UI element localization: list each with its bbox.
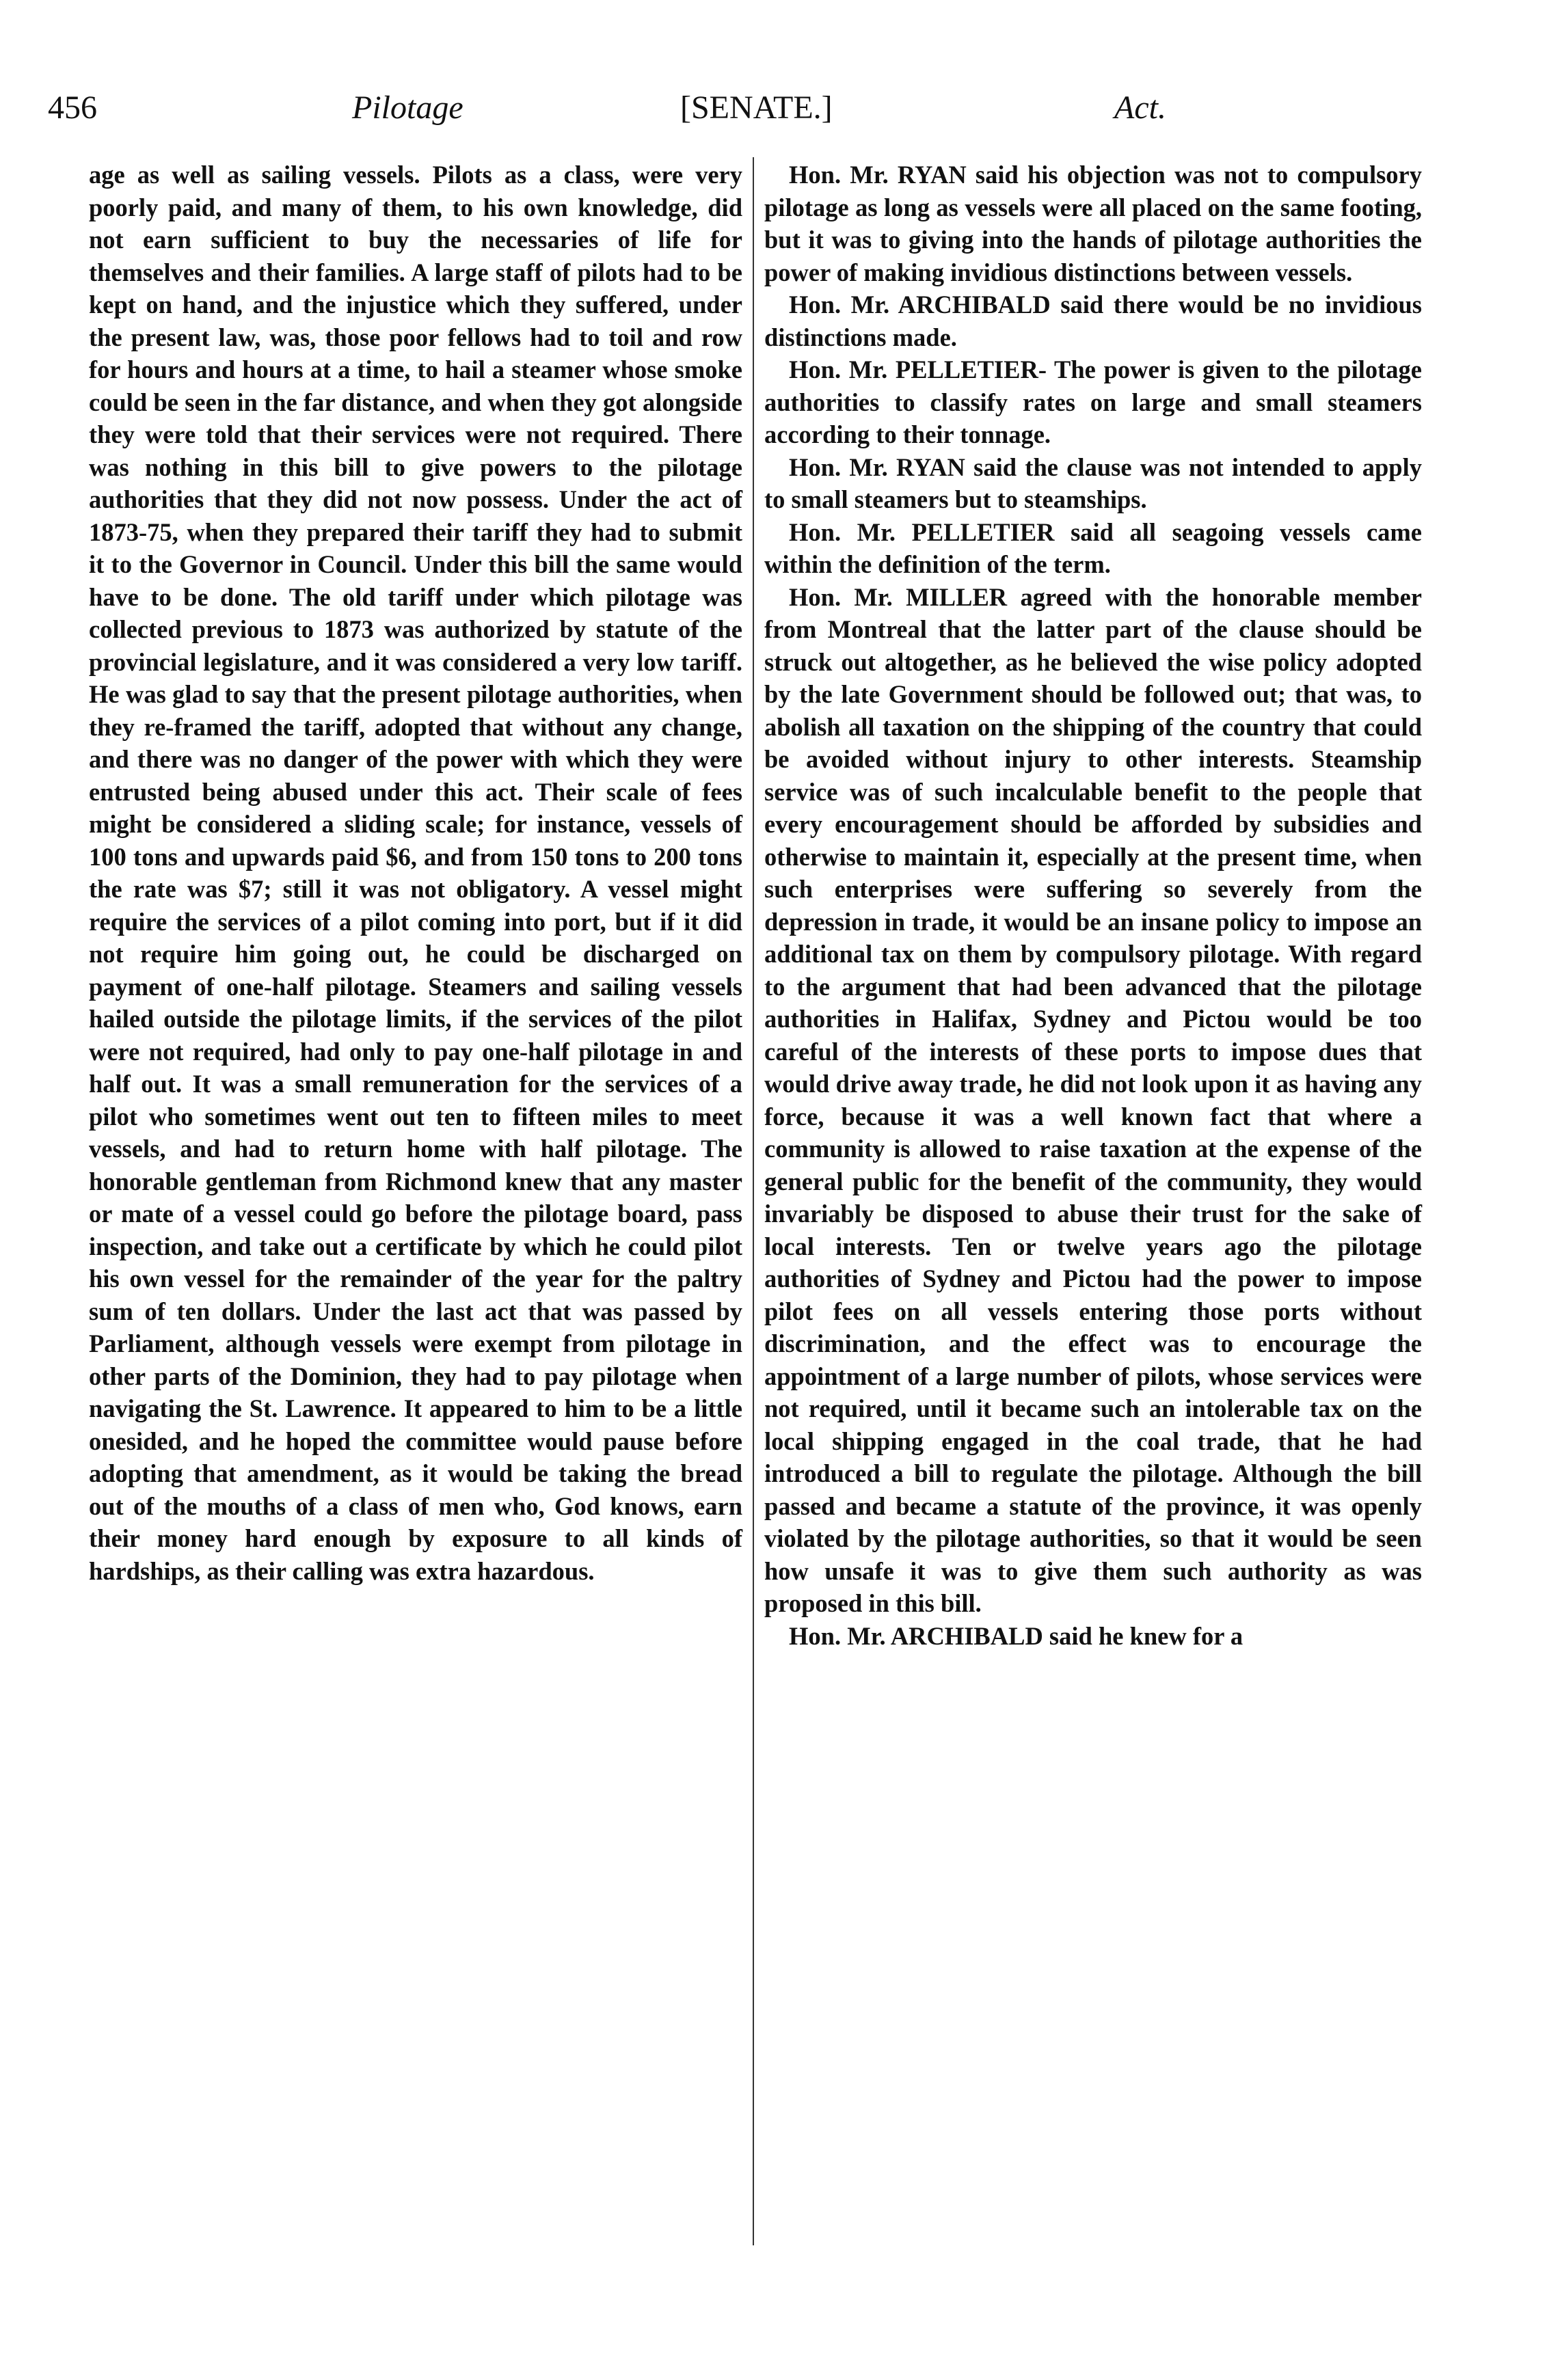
right-column	[764, 159, 1422, 1652]
paragraph: Hon. Mr. PELLETIER said all seagoing vessels came within the definition of the term.	[764, 517, 1422, 578]
running-head-right: Act.	[1114, 90, 1166, 126]
paragraph: Hon. Mr. RYAN said the clause was not intended to apply to small steamers but to steamships.	[764, 452, 1422, 513]
paragraph: Hon. Mr. RYAN said his objection was not to compulsory pilotage as long as vessels were all placed on the same footing, but it was to giving into the hands of pilotage authorities the power of making invidious distinctions between vessels.	[764, 161, 1422, 286]
running-head-left: Pilotage	[352, 90, 463, 126]
paragraph: age as well as sailing vessels. Pilots as a class, were very poorly paid, and many of them, to his own knowledge, did not earn sufficient to buy the necessaries of life for themselves and their families. A large staff of pilots had to be kept on hand, and the injustice which they suffered, under the present law, was, those poor fellows had to toil and row for hours and hours at a time, to hail a steamer whose smoke could be seen in the far distance, and when they got alongside they were told that their services were not required. There was nothing in this bill to give powers to the pilotage authorities that they did not now possess. Under the act of 1873-75, when they prepared their tariff they had to submit it to the Governor in Council. Under this bill the same would have to be done. The old tariff under which pilotage was collected previous to 1873 was authorized by statute of the provincial legislature, and it was considered a very low tariff. He was glad to say that the present pilotage authorities, when they re-framed the tariff, adopted that without any change, and there was no danger of the power with which they were entrusted being abused under this act. Their scale of fees might be considered a sliding scale; for instance, vessels of 100 tons and upwards paid $6, and from 150 tons to 200 tons the rate was $7; still it was not obligatory. A vessel might require the services of a pilot coming into port, but if it did not require him going out, he could be discharged on payment of one-half pilotage. Steamers and sailing vessels hailed outside the pilotage limits, if the services of the pilot were not required, had only to pay one-half pilotage in and half out. It was a small remuneration for the services of a pilot who sometimes went out ten to fifteen miles to meet vessels, and had to return home with half pilotage. The honorable gentleman from Richmond knew that any master or mate of a vessel could go before the pilotage board, pass inspection, and take out a certificate by which he could pilot his own vessel for the remainder of the year for the paltry sum of ten dollars. Under the last act that was passed by Parliament, although vessels were exempt from pilotage in other parts of the Dominion, they had to pay pilotage when navigating the St. Lawrence. It appeared to him to be a little onesided, and he hoped the committee would pause before adopting that amendment, as it would be taking the bread out of the mouths of a class of men who, God knows, earn their money hard enough by exposure to all kinds of hardships, as their calling was extra hazardous.	[89, 161, 742, 1585]
paragraph: Hon. Mr. PELLETIER- The power is given to the pilotage authorities to classify rates on large and small steamers according to their tonnage.	[764, 355, 1422, 448]
left-column	[89, 159, 742, 1587]
paragraph: Hon. Mr. ARCHIBALD said there would be no invidious distinctions made.	[764, 290, 1422, 351]
column-divider	[753, 157, 754, 2245]
page-header	[48, 87, 1415, 142]
paragraph: Hon. Mr. ARCHIBALD said he knew for a	[789, 1621, 1243, 1650]
paragraph: Hon. Mr. MILLER agreed with the honorable member from Montreal that the latter part of the clause should be struck out altogether, as he believed the wise policy adopted by the late Government should be followed out; that was, to abolish all taxation on the shipping of the country that could be avoided without injury to other interests. Steamship service was of such incalculable benefit to the people that every encouragement should be afforded by subsidies and otherwise to maintain it, especially at the present time, when such enterprises were suffering so severely from the depression in trade, it would be an insane policy to impose an additional tax on them by compulsory pilotage. With regard to the argument that had been advanced that the pilotage authorities in Halifax, Sydney and Pictou would be too careful of the interests of these ports to impose dues that would drive away trade, he did not look upon it as having any force, because it was a well known fact that where a community is allowed to raise taxation at the expense of the general public for the benefit of the community, they would invariably be disposed to abuse their trust for the sake of local interests. Ten or twelve years ago the pilotage authorities of Sydney and Pictou had the power to impose pilot fees on all vessels entering those ports without discrimination, and the effect was to encourage the appointment of a large number of pilots, whose services were not required, until it became such an intolerable tax on the local shipping engaged in the coal trade, that he had introduced a bill to regulate the pilotage. Although the bill passed and became a statute of the province, it was openly violated by the pilotage authorities, so that it would be seen how unsafe it was to give them such authority as was proposed in this bill.	[764, 582, 1422, 1617]
running-head-center: [SENATE.]	[680, 90, 833, 126]
page-number: 456	[48, 90, 97, 126]
